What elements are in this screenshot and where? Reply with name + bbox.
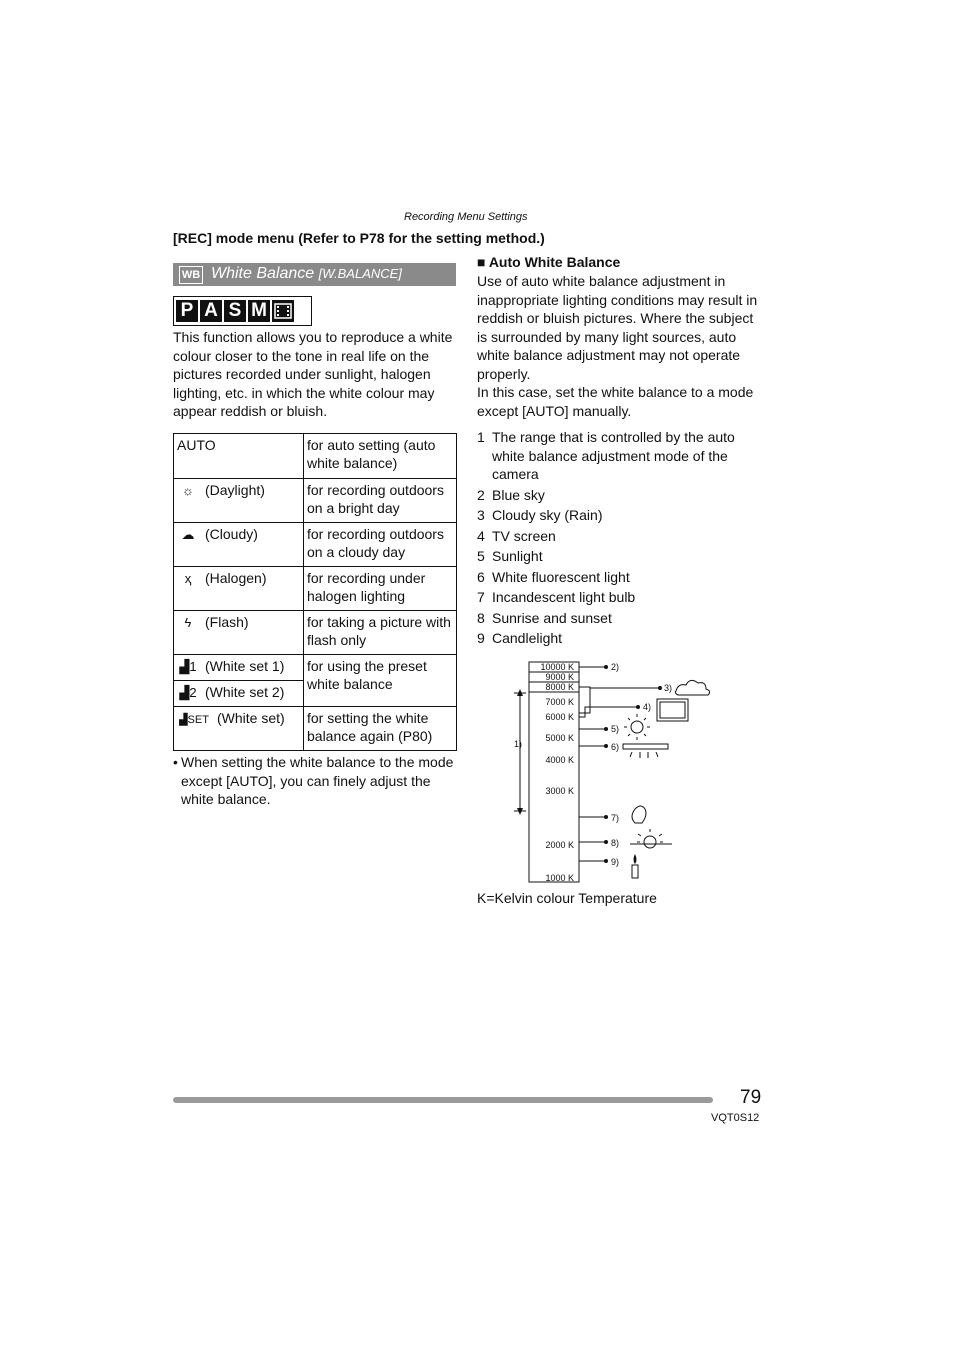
light-bulb-icon: [632, 806, 646, 823]
table-cell: for taking a picture with flash only: [304, 611, 457, 655]
table-row: [174, 707, 457, 751]
kelvin-note: K=Kelvin colour Temperature: [477, 890, 657, 906]
temp-label: 9000 K: [545, 672, 574, 682]
table-cell: for auto setting (auto white balance): [304, 434, 457, 479]
table-row: [174, 479, 457, 523]
page-number: 79: [740, 1087, 762, 1108]
list-item: [477, 547, 762, 566]
leader-dot: [604, 840, 608, 844]
temp-label: 4000 K: [545, 755, 574, 765]
white-set-2-icon: ▟2: [179, 685, 197, 700]
list-num: 4: [477, 527, 485, 544]
auto-wb-heading: ■ Auto White Balance: [477, 254, 621, 270]
temp-label: 5000 K: [545, 733, 574, 743]
mode-a-icon: A: [200, 300, 222, 322]
marker-label: 4): [643, 702, 652, 712]
list-text: White fluorescent light: [492, 568, 630, 585]
note-text: When setting the white balance to the mode except [AUTO], you can finely adjust the white balance.: [181, 754, 454, 807]
list-item: [477, 506, 762, 525]
rec-menu-heading: [REC] mode menu (Refer to P78 for the setting method.): [173, 230, 545, 246]
doc-code: VQT0S12: [711, 1112, 760, 1124]
auto-wb-para1: Use of auto white balance adjustment in inappropriate lighting conditions may result in reddish or bluish pictures. Where the subject is surrounded by many light sources, auto white balance adjustment may not operate properly.: [477, 273, 758, 382]
auto-wb-para2: In this case, set the white balance to a mode except [AUTO] manually.: [477, 384, 754, 419]
list-item: [477, 428, 762, 484]
fluorescent-light-icon: [623, 744, 668, 749]
table-cell: [174, 707, 304, 751]
note-bullet: [173, 753, 458, 809]
leader-dot: [658, 686, 662, 690]
leader-line: [579, 707, 638, 717]
table-cell: for recording outdoors on a bright day: [304, 479, 457, 523]
temp-label: 1000 K: [545, 873, 574, 883]
row-label: (White set): [217, 710, 285, 726]
row-label: (White set 1): [205, 658, 285, 674]
table-cell: [174, 681, 304, 707]
list-num: 8: [477, 609, 485, 626]
footer-rule: [173, 1097, 713, 1103]
light-rays-icon: [630, 752, 658, 758]
white-set-icon: ▟SET: [179, 714, 209, 726]
table-cell: [174, 523, 304, 567]
leader-dot: [636, 705, 640, 709]
cloudy-icon: ☁: [181, 527, 195, 542]
list-num: 1: [477, 429, 485, 445]
leader-dot: [604, 744, 608, 748]
leader-dot: [604, 815, 608, 819]
flash-icon: ϟ: [184, 615, 192, 630]
candle-icon: [632, 865, 638, 878]
marker-label: 2): [611, 662, 620, 672]
list-item: [477, 527, 762, 546]
row-label: (White set 2): [205, 684, 285, 700]
table-cell: [174, 611, 304, 655]
marker-label: 6): [611, 742, 620, 752]
marker-label: 1): [514, 739, 523, 749]
temp-label: 10000 K: [540, 662, 574, 672]
movie-mode-icon: [272, 300, 294, 322]
list-item: [477, 486, 762, 505]
list-text: TV screen: [492, 527, 556, 544]
temp-label: 6000 K: [545, 712, 574, 722]
temp-label: 8000 K: [545, 682, 574, 692]
numbered-list: [477, 428, 762, 650]
list-text: Sunrise and sunset: [492, 609, 612, 626]
list-item: [477, 568, 762, 587]
bullet-mark: •: [173, 754, 178, 770]
wb-icon: WB: [179, 266, 203, 284]
running-header: Recording Menu Settings: [404, 211, 528, 223]
leader-dot: [604, 859, 608, 863]
list-text: Incandescent light bulb: [492, 589, 636, 605]
mode-p-icon: P: [176, 300, 198, 322]
leader-dot: [604, 727, 608, 731]
mode-icons: [173, 296, 312, 326]
table-cell: [174, 567, 304, 611]
list-text: Cloudy sky (Rain): [492, 507, 603, 523]
auto-wb-paragraph: [477, 272, 762, 420]
mode-m-icon: M: [248, 300, 270, 322]
temp-label: 3000 K: [545, 786, 574, 796]
section-title-bar: [173, 263, 456, 286]
row-label: (Cloudy): [205, 526, 258, 542]
table-cell: AUTO: [174, 434, 304, 479]
table-cell: for recording under halogen lighting: [304, 567, 457, 611]
white-set-1-icon: ▟1: [179, 659, 197, 674]
table-row: [174, 523, 457, 567]
list-item: [477, 609, 762, 628]
row-label: (Daylight): [205, 482, 265, 498]
table-cell: for recording outdoors on a cloudy day: [304, 523, 457, 567]
tv-screen-icon: [660, 702, 685, 718]
list-text: Blue sky: [492, 486, 545, 503]
table-cell: [174, 655, 304, 681]
list-num: 6: [477, 568, 485, 585]
marker-label: 3): [664, 683, 673, 693]
table-row: [174, 434, 457, 479]
kelvin-diagram: [510, 655, 730, 885]
list-num: 7: [477, 589, 485, 605]
section-title-main: White Balance: [211, 265, 319, 282]
candle-flame-icon: [634, 854, 637, 864]
halogen-icon: ҳ: [184, 571, 192, 586]
temp-label: 2000 K: [545, 840, 574, 850]
table-row: [174, 611, 457, 655]
marker-label: 8): [611, 838, 620, 848]
list-num: 2: [477, 486, 485, 503]
row-label: (Flash): [205, 614, 249, 630]
white-balance-table: [173, 433, 457, 751]
marker-label: 5): [611, 724, 620, 734]
table-cell: for setting the white balance again (P80): [304, 707, 457, 751]
row-label: (Halogen): [205, 570, 267, 586]
list-item: [477, 629, 762, 648]
marker-label: 9): [611, 857, 620, 867]
sun-rays-icon: [624, 714, 650, 740]
marker-label: 7): [611, 813, 620, 823]
section-title: [211, 265, 402, 283]
list-num: 5: [477, 548, 485, 564]
table-row: [174, 655, 457, 681]
leader-dot: [604, 665, 608, 669]
temp-label: 7000 K: [545, 697, 574, 707]
sunrise-icon: [644, 836, 656, 848]
table-row: [174, 567, 457, 611]
intro-paragraph: This function allows you to reproduce a white colour closer to the tone in real life on the pictures recorded under sunlight, halogen lighting, etc. in which the white colour may appear reddish or bluish.: [173, 329, 453, 419]
list-text: Sunlight: [492, 548, 543, 564]
daylight-icon: ☼: [182, 483, 194, 498]
section-title-sub: [W.BALANCE]: [318, 266, 402, 281]
table-cell: [174, 479, 304, 523]
list-text: Candlelight: [492, 630, 563, 646]
mode-s-icon: S: [224, 300, 246, 322]
cloud-icon: [675, 680, 709, 695]
table-cell: for using the preset white balance: [304, 655, 457, 707]
list-num: 9: [477, 630, 485, 646]
sun-icon: [631, 721, 643, 733]
list-text: The range that is controlled by the auto white balance adjustment mode of the camera: [492, 429, 735, 482]
list-item: [477, 588, 762, 607]
list-num: 3: [477, 507, 485, 523]
